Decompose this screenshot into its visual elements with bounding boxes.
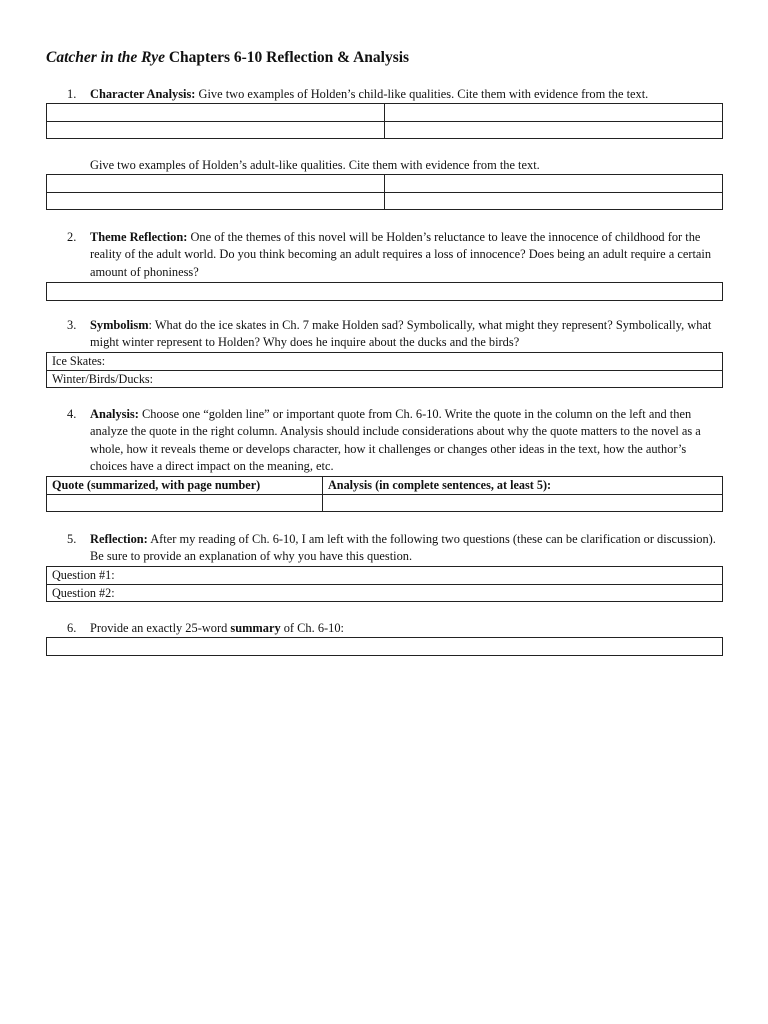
table-row (47, 283, 723, 301)
q6-table (46, 637, 723, 656)
q1-child-cell-1a[interactable] (47, 104, 385, 122)
q4-prompt (90, 406, 726, 476)
q5-prompt (90, 531, 726, 566)
q1-adult-cell-1b[interactable] (385, 175, 723, 193)
q5-question2-cell[interactable]: Question #2: (47, 584, 723, 602)
q3-label: Symbolism (90, 318, 149, 332)
q4-quote-cell[interactable] (47, 494, 323, 512)
q1-child-table (46, 103, 723, 139)
q5-text: After my reading of Ch. 6-10, I am left with the following two questions (these can be clarification or discussion). Be sure to provide an explanation of why you have this question. (90, 532, 716, 564)
table-row (47, 567, 723, 585)
q3-prompt (90, 317, 726, 352)
q4-text: Choose one “golden line” or important quote from Ch. 6-10. Write the quote in the column on the left and then analyze the quote in the right column. Analysis should include considerations about why the quote matters to the novel as a whole, how it reveals theme or develops character, how it challenges or changes other ideas in the text, how the author’s choices have a direct impact on the meaning, etc. (90, 407, 701, 474)
q3-ice-skates-cell[interactable]: Ice Skates: (47, 353, 723, 371)
q4-quote-header: Quote (summarized, with page number) (47, 477, 323, 495)
q4-label: Analysis: (90, 407, 139, 421)
q1-prompt (90, 86, 726, 103)
table-row (47, 353, 723, 371)
q1-adult-table (46, 174, 723, 210)
q4-analysis-header: Analysis (in complete sentences, at least 5): (323, 477, 723, 495)
title-italic: Catcher in the Rye (46, 49, 165, 66)
q1-child-cell-2a[interactable] (47, 121, 385, 139)
q3-table (46, 352, 723, 388)
q1-number: 1. (67, 87, 77, 101)
q2-table (46, 282, 723, 301)
q2-prompt (90, 229, 726, 281)
q5-question1-cell[interactable]: Question #1: (47, 567, 723, 585)
q1-adult-prompt: Give two examples of Holden’s adult-like qualities. Cite them with evidence from the text. (90, 158, 540, 172)
q6-prompt (90, 620, 726, 637)
page-title (46, 49, 409, 67)
q5-number: 5. (67, 532, 77, 546)
table-row (47, 121, 723, 139)
q2-text: One of the themes of this novel will be Holden’s reluctance to leave the innocence of childhood for the reality of the adult world. Do you think becoming an adult requires a loss of innocence? Does being an adult require a certain amount of phoniness? (90, 230, 712, 279)
q3-number: 3. (67, 318, 77, 332)
q3-winter-cell[interactable]: Winter/Birds/Ducks: (47, 370, 723, 388)
table-row (47, 192, 723, 210)
q6-summary-cell[interactable] (47, 638, 723, 656)
q1-adult-cell-1a[interactable] (47, 175, 385, 193)
q1-adult-cell-2b[interactable] (385, 192, 723, 210)
q6-number: 6. (67, 621, 77, 635)
q6-post: of Ch. 6-10: (280, 621, 344, 635)
table-row (47, 370, 723, 388)
q2-number: 2. (67, 230, 77, 244)
q6-bold: summary (230, 621, 281, 635)
q6-pre: Provide an exactly 25-word (90, 621, 231, 635)
q1-child-cell-2b[interactable] (385, 121, 723, 139)
q4-analysis-cell[interactable] (323, 494, 723, 512)
table-row (47, 477, 723, 495)
table-row (47, 104, 723, 122)
q1-text: Give two examples of Holden’s child-like qualities. Cite them with evidence from the text. (195, 87, 649, 101)
table-row (47, 175, 723, 193)
table-row (47, 638, 723, 656)
q3-text: : What do the ice skates in Ch. 7 make Holden sad? Symbolically, what might they represent? Symbolically, what might winter represent to Holden? Why does he inquire about the ducks and the birds? (90, 318, 712, 350)
q1-adult-cell-2a[interactable] (47, 192, 385, 210)
q2-label: Theme Reflection: (90, 230, 188, 244)
title-rest: Chapters 6-10 Reflection & Analysis (164, 49, 410, 66)
q2-answer-cell[interactable] (47, 283, 723, 301)
q4-number: 4. (67, 407, 77, 421)
q1-child-cell-1b[interactable] (385, 104, 723, 122)
q4-table (46, 476, 723, 512)
table-row (47, 584, 723, 602)
q1-label: Character Analysis: (90, 87, 196, 101)
q5-label: Reflection: (90, 532, 148, 546)
table-row (47, 494, 723, 512)
q5-table (46, 566, 723, 602)
